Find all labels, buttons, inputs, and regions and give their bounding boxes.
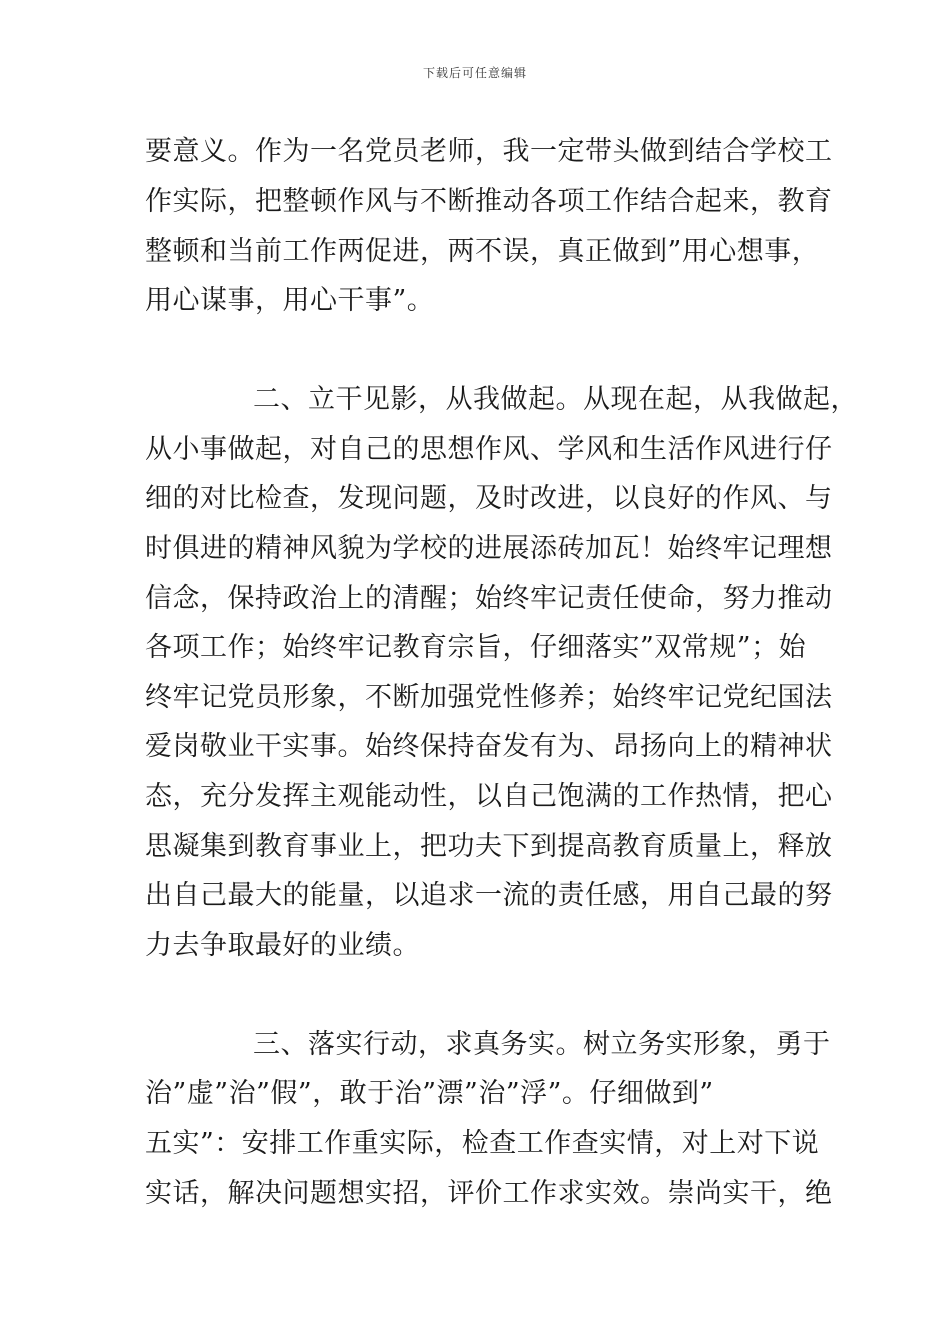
paragraph-1-line-1: 要意义。作为一名党员老师，我一定带头做到结合学校工 [145,136,833,167]
paragraph-2-line-4: 时俱进的精神风貌为学校的进展添砖加瓦！始终牢记理想 [145,533,833,564]
paragraph-2-line-10: 思凝集到教育事业上，把功夫下到提高教育质量上，释放 [145,831,833,862]
paragraph-3-line-2: 治”虚”治”假”，敢于治”漂”治”浮”。仔细做到” [145,1078,714,1109]
paragraph-1-line-2: 作实际，把整顿作风与不断推动各项工作结合起来，教育 [145,186,833,217]
paragraph-3-line-1: 三、落实行动，求真务实。树立务实形象，勇于 [253,1029,831,1060]
paragraph-1-line-4: 用心谋事，用心干事”。 [145,285,435,316]
paragraph-2-line-11: 出自己最大的能量，以追求一流的责任感，用自己最的努 [145,880,833,911]
paragraph-2-line-5: 信念，保持政治上的清醒；始终牢记责任使命，努力推动 [145,583,833,614]
paragraph-2-line-8: 爱岗敬业干实事。始终保持奋发有为、昂扬向上的精神状 [145,731,833,762]
paragraph-2-line-6: 各项工作；始终牢记教育宗旨，仔细落实”双常规”；始 [145,632,807,663]
paragraph-2-line-2: 从小事做起，对自己的思想作风、学风和生活作风进行仔 [145,434,833,465]
paragraph-1-line-3: 整顿和当前工作两促进，两不误，真正做到”用心想事， [145,236,820,267]
paragraph-2-line-9: 态，充分发挥主观能动性，以自己饱满的工作热情，把心 [145,781,833,812]
paragraph-2-line-12: 力去争取最好的业绩。 [145,930,420,961]
paragraph-2-line-7: 终牢记党员形象，不断加强党性修养；始终牢记党纪国法 [145,682,833,713]
paragraph-2-line-3: 细的对比检查，发现问题，及时改进，以良好的作风、与 [145,483,833,514]
paragraph-2-line-1: 二、立干见影，从我做起。从现在起，从我做起， [253,384,858,415]
paragraph-3-line-3: 五实”：安排工作重实际，检查工作查实情，对上对下说 [145,1128,820,1159]
page-header: 下载后可任意编辑 [422,66,527,80]
paragraph-3-line-4: 实话，解决问题想实招，评价工作求实效。崇尚实干，绝 [145,1178,833,1209]
